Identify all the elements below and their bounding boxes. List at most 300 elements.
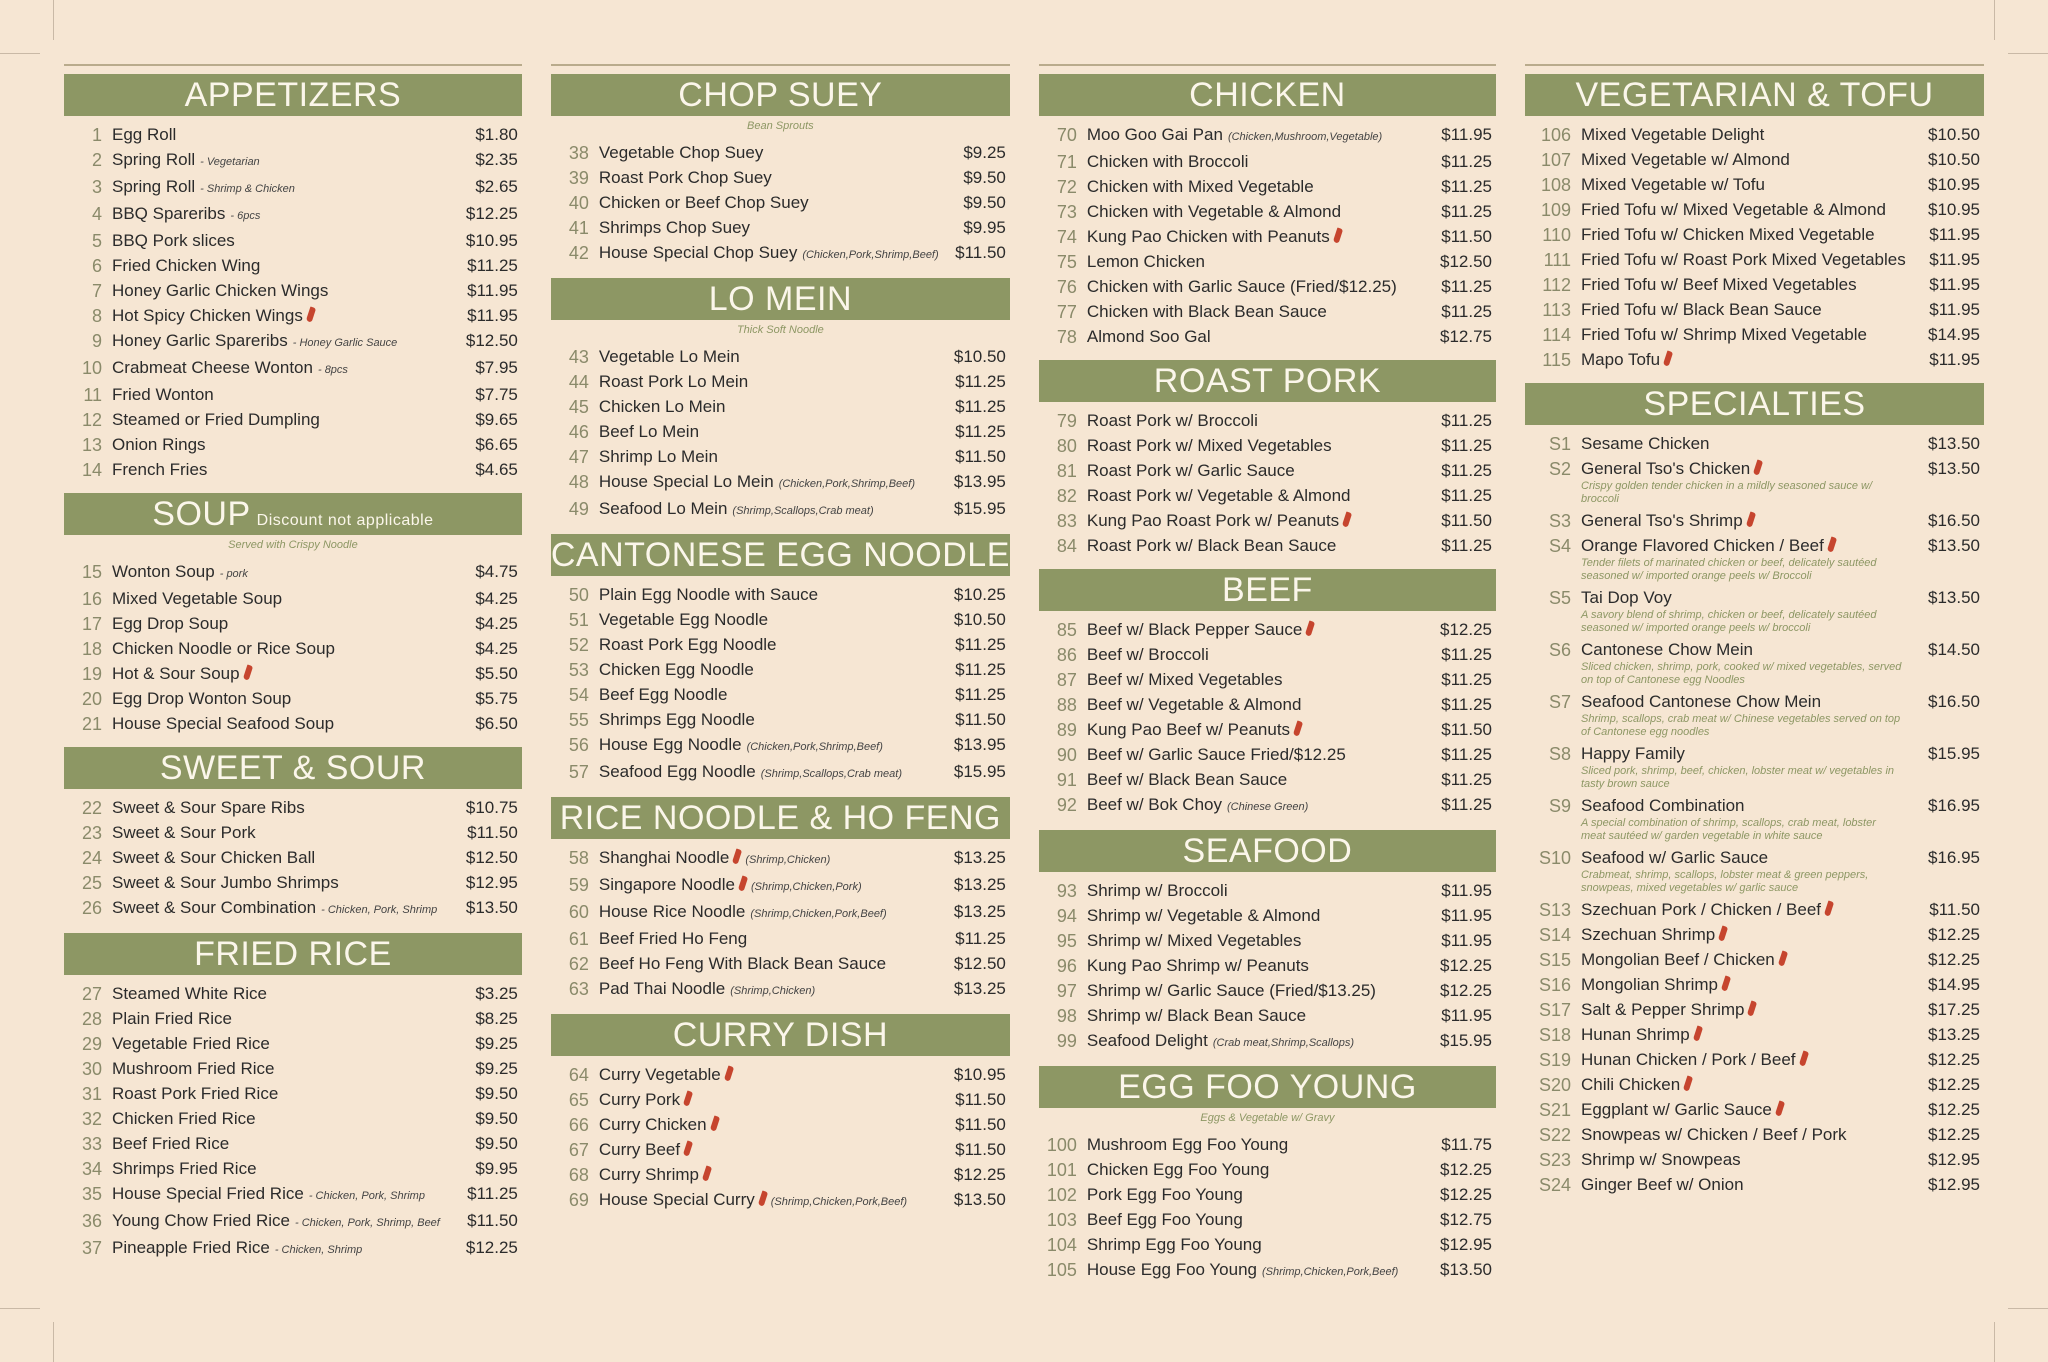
- menu-item: [555, 165, 1006, 190]
- item-name: Curry Shrimp: [598, 1165, 699, 1184]
- item-list: [551, 839, 1010, 1003]
- item-name-line: [599, 1190, 928, 1212]
- item-name: Honey Garlic Chicken Wings: [112, 281, 329, 300]
- item-body: [112, 664, 440, 684]
- item-body: [1087, 670, 1414, 690]
- item-number: 42: [568, 243, 589, 263]
- item-body: [1581, 125, 1902, 145]
- menu-item: [1529, 689, 1980, 741]
- item-name: Roast Pork Lo Mein: [598, 372, 749, 391]
- item-note: - Vegetarian: [200, 156, 260, 168]
- item-body: [1087, 202, 1414, 222]
- item-body: [112, 614, 440, 634]
- item-name-line: [1087, 695, 1414, 715]
- item-number: 34: [81, 1159, 102, 1179]
- item-name-line: [599, 685, 928, 705]
- menu-item: [1529, 533, 1980, 585]
- menu-item: [555, 444, 1006, 469]
- item-price: $7.75: [475, 385, 518, 404]
- menu-item: [1529, 1097, 1980, 1122]
- menu-item: [1043, 249, 1492, 274]
- item-body: [1581, 200, 1902, 220]
- item-name: Fried Tofu w/ Roast Pork Mixed Vegetables: [1581, 250, 1906, 269]
- item-price: $11.25: [1441, 745, 1492, 764]
- item-price: $10.50: [1928, 150, 1980, 169]
- item-name-line: [599, 1115, 928, 1135]
- menu-item: [1529, 1022, 1980, 1047]
- item-name: Fried Chicken Wing: [112, 256, 261, 275]
- item-body: [1087, 1210, 1414, 1230]
- item-note: (Shrimp,Chicken,Pork): [750, 881, 862, 893]
- item-price: $16.50: [1928, 692, 1980, 711]
- item-price: $13.50: [1928, 434, 1980, 453]
- item-number: 113: [1542, 300, 1571, 320]
- item-price: $16.50: [1928, 511, 1980, 530]
- item-price: $11.50: [1441, 511, 1492, 530]
- menu-item: [1043, 978, 1492, 1003]
- section-header: [551, 534, 1010, 576]
- item-description: Crabmeat, shrimp, scallops, lobster meat & green peppers, snowpeas, mixed vegetables w/ garlic sauce: [1581, 869, 1869, 894]
- menu-item: [555, 140, 1006, 165]
- chili-pepper-icon: [702, 1165, 712, 1181]
- item-name: Chili Chicken: [1581, 1075, 1681, 1094]
- item-body: [112, 460, 440, 480]
- item-name-line: [1581, 511, 1902, 531]
- item-body: [599, 875, 928, 897]
- item-body: [599, 685, 928, 705]
- item-name-line: [112, 460, 440, 480]
- item-name: Singapore Noodle: [598, 875, 735, 894]
- chili-pepper-icon: [683, 1090, 693, 1106]
- item-name-line: [1581, 950, 1902, 970]
- item-number: 24: [81, 848, 102, 868]
- chili-pepper-icon: [1798, 1050, 1808, 1066]
- item-name: House Special Seafood Soup: [112, 714, 335, 733]
- item-body: [1087, 152, 1414, 172]
- item-body: [1087, 720, 1414, 740]
- item-name: Steamed White Rice: [112, 984, 267, 1003]
- menu-item: [68, 1006, 518, 1031]
- section-header: [551, 797, 1010, 839]
- item-name-line: [112, 898, 440, 920]
- item-name-line: [599, 218, 928, 238]
- item-name: Chicken with Broccoli: [1086, 152, 1249, 171]
- item-name: Seafood Delight: [1086, 1031, 1208, 1050]
- item-body: [599, 1140, 928, 1160]
- chili-pepper-icon: [1305, 620, 1315, 636]
- menu-item: [1043, 692, 1492, 717]
- item-body: [112, 823, 440, 843]
- chili-pepper-icon: [1746, 511, 1756, 527]
- section-header: [1039, 830, 1496, 872]
- item-name: House Special Lo Mein: [598, 472, 774, 491]
- item-number: 32: [81, 1109, 102, 1129]
- menu-item: [1043, 742, 1492, 767]
- item-number: 74: [1056, 227, 1077, 247]
- item-body: [599, 193, 928, 213]
- item-name-line: [1087, 670, 1414, 690]
- item-number: 13: [81, 435, 102, 455]
- menu-item: [1043, 199, 1492, 224]
- item-body: [1087, 695, 1414, 715]
- item-body: [599, 610, 928, 630]
- item-price: $13.25: [953, 979, 1006, 998]
- item-price: $11.95: [1929, 275, 1980, 294]
- item-name: Vegetable Egg Noodle: [598, 610, 769, 629]
- item-price: $13.95: [953, 735, 1006, 754]
- item-name-line: [1581, 300, 1902, 320]
- item-price: $11.50: [955, 447, 1006, 466]
- menu-item: [68, 355, 518, 382]
- item-name: House Egg Noodle: [598, 735, 742, 754]
- item-name-line: [1087, 152, 1414, 172]
- menu-item: [68, 795, 518, 820]
- item-body: [599, 447, 928, 467]
- chili-pepper-icon: [1293, 720, 1303, 736]
- crop-mark: [1994, 1322, 1995, 1362]
- item-name-line: [1087, 720, 1414, 740]
- menu-item: [1529, 947, 1980, 972]
- item-name: Beef Lo Mein: [598, 422, 700, 441]
- menu-item: [1529, 1072, 1980, 1097]
- item-body: [112, 1211, 440, 1233]
- item-name-line: [112, 1059, 440, 1079]
- item-body: [1581, 434, 1902, 454]
- menu-item: [68, 303, 518, 328]
- item-list: [1525, 116, 1984, 372]
- item-number: S16: [1538, 975, 1571, 995]
- item-name-line: [599, 979, 928, 1001]
- menu-item: [68, 686, 518, 711]
- item-body: [599, 1115, 928, 1135]
- menu-item: [555, 1162, 1006, 1187]
- item-number: 38: [568, 143, 589, 163]
- item-price: $9.65: [475, 410, 518, 429]
- item-price: $11.50: [955, 1115, 1006, 1134]
- item-name: Curry Chicken: [598, 1115, 707, 1134]
- item-number: 86: [1056, 645, 1077, 665]
- item-name: Roast Pork Egg Noodle: [598, 635, 777, 654]
- section-header: [1039, 74, 1496, 116]
- item-list: [1039, 402, 1496, 558]
- item-price: $10.50: [953, 347, 1006, 366]
- section-cantonese-egg-noodle: [551, 534, 1010, 786]
- item-name-line: [1581, 225, 1902, 245]
- item-body: [1087, 745, 1414, 765]
- item-price: $11.50: [955, 1090, 1006, 1109]
- item-body: [599, 954, 928, 974]
- section-beef: [1039, 569, 1496, 819]
- item-name-line: [599, 143, 928, 163]
- item-name: Mixed Vegetable Delight: [1581, 125, 1765, 144]
- item-name-line: [599, 1165, 928, 1185]
- item-number: 111: [1543, 250, 1571, 270]
- item-number: 61: [568, 929, 589, 949]
- item-price: $5.50: [475, 664, 518, 683]
- item-name-line: [112, 256, 440, 276]
- item-name-line: [1581, 1075, 1902, 1095]
- item-body: [112, 873, 440, 893]
- item-name: Shrimps Chop Suey: [598, 218, 751, 237]
- section-title: SPECIALTIES: [1643, 385, 1866, 423]
- item-name: Crabmeat Cheese Wonton: [112, 358, 313, 377]
- item-name-line: [1087, 795, 1414, 817]
- item-name-line: [599, 875, 928, 897]
- item-name: Shrimp w/ Vegetable & Almond: [1086, 906, 1321, 925]
- menu-item: [1043, 878, 1492, 903]
- item-number: 106: [1540, 125, 1571, 145]
- item-name: General Tso's Shrimp: [1581, 511, 1743, 530]
- item-name: Hot & Sour Soup: [112, 664, 240, 683]
- item-name: Beef w/ Bok Choy: [1086, 795, 1222, 814]
- chili-pepper-icon: [1824, 900, 1834, 916]
- menu-item: [1529, 1172, 1980, 1197]
- item-number: 77: [1056, 302, 1077, 322]
- item-number: 2: [91, 150, 102, 170]
- item-name-line: [1087, 202, 1414, 222]
- item-name-line: [1087, 327, 1414, 347]
- menu-item: [1529, 322, 1980, 347]
- menu-item: [1529, 1147, 1980, 1172]
- menu-item: [555, 1062, 1006, 1087]
- item-price: $16.95: [1928, 848, 1980, 867]
- item-description: Shrimp, scallops, crab meat w/ Chinese vegetables served on top of Cantonese egg noodles: [1581, 713, 1901, 738]
- section-fried-rice: [64, 933, 522, 1262]
- item-name-line: [1087, 1160, 1414, 1180]
- item-price: $9.50: [963, 168, 1006, 187]
- item-body: [599, 397, 928, 417]
- item-price: $8.25: [475, 1009, 518, 1028]
- menu-item: [555, 1187, 1006, 1214]
- item-number: 10: [81, 358, 102, 378]
- item-body: [1581, 275, 1902, 295]
- menu-item: [68, 457, 518, 482]
- menu-item: [68, 1056, 518, 1081]
- item-name: Tai Dop Voy: [1581, 588, 1672, 607]
- item-number: 112: [1542, 275, 1571, 295]
- section-title: FRIED RICE: [194, 935, 392, 973]
- item-price: $11.75: [1441, 1135, 1492, 1154]
- item-number: 79: [1056, 411, 1077, 431]
- menu-item: [68, 253, 518, 278]
- item-name-line: [1087, 461, 1414, 481]
- item-name: Shrimps Egg Noodle: [598, 710, 755, 729]
- item-number: 71: [1056, 152, 1077, 172]
- item-body: [1087, 436, 1414, 456]
- item-price: $11.25: [1441, 152, 1492, 171]
- item-number: 20: [81, 689, 102, 709]
- item-price: $11.50: [955, 243, 1006, 262]
- item-name-line: [1087, 745, 1414, 765]
- item-name-line: [112, 385, 440, 405]
- item-price: $2.65: [475, 177, 518, 196]
- item-price: $9.95: [963, 218, 1006, 237]
- item-name-line: [599, 585, 928, 605]
- item-name: House Special Chop Suey: [598, 243, 798, 262]
- item-name-line: [599, 660, 928, 680]
- item-body: [112, 231, 440, 251]
- item-body: [112, 385, 440, 405]
- item-price: $17.25: [1928, 1000, 1980, 1019]
- menu-column-3: [1039, 64, 1496, 1314]
- item-name: Chicken with Garlic Sauce (Fried/$12.25): [1086, 277, 1397, 296]
- menu-columns: [64, 64, 1984, 1314]
- menu-item: [1043, 928, 1492, 953]
- item-price: $13.50: [953, 1190, 1006, 1209]
- item-number: 88: [1056, 695, 1077, 715]
- item-body: [1581, 796, 1902, 843]
- item-name-line: [1087, 177, 1414, 197]
- item-number: 64: [568, 1065, 589, 1085]
- item-name-line: [1087, 1210, 1414, 1230]
- menu-item: [1043, 224, 1492, 249]
- section-header: [551, 74, 1010, 116]
- item-number: 7: [91, 281, 102, 301]
- item-name-line: [112, 150, 440, 172]
- menu-item: [1043, 792, 1492, 819]
- menu-item: [1043, 767, 1492, 792]
- item-name-line: [112, 873, 440, 893]
- item-body: [112, 589, 440, 609]
- item-name: French Fries: [112, 460, 208, 479]
- section-title: EGG FOO YOUNG: [1118, 1068, 1417, 1106]
- menu-item: [68, 845, 518, 870]
- item-number: 96: [1056, 956, 1077, 976]
- item-number: 33: [81, 1134, 102, 1154]
- item-number: 75: [1056, 252, 1077, 272]
- item-price: $13.25: [1928, 1025, 1980, 1044]
- item-body: [599, 143, 928, 163]
- item-number: 94: [1056, 906, 1077, 926]
- item-price: $10.50: [1928, 125, 1980, 144]
- item-price: $12.95: [1440, 1235, 1492, 1254]
- item-name-line: [599, 372, 928, 392]
- item-number: 17: [81, 614, 102, 634]
- item-body: [112, 150, 440, 172]
- item-name: Almond Soo Gal: [1086, 327, 1211, 346]
- item-body: [112, 256, 440, 276]
- item-name-line: [1581, 275, 1902, 295]
- item-body: [112, 898, 440, 920]
- menu-item: [68, 895, 518, 922]
- item-number: S6: [1548, 640, 1571, 660]
- item-name-line: [599, 610, 928, 630]
- item-name-line: [112, 1159, 440, 1179]
- item-body: [1087, 1031, 1414, 1053]
- menu-item: [68, 559, 518, 586]
- item-number: 78: [1056, 327, 1077, 347]
- item-name: Kung Pao Shrimp w/ Peanuts: [1086, 956, 1309, 975]
- menu-item: [1529, 897, 1980, 922]
- item-name: Hunan Shrimp: [1581, 1025, 1690, 1044]
- item-price: $12.95: [465, 873, 518, 892]
- item-list: [551, 576, 1010, 786]
- item-number: 57: [568, 762, 589, 782]
- item-name: Seafood Cantonese Chow Mein: [1581, 692, 1822, 711]
- item-price: $11.95: [1929, 250, 1980, 269]
- menu-item: [68, 636, 518, 661]
- item-name-line: [112, 306, 440, 326]
- item-body: [112, 410, 440, 430]
- item-number: 60: [568, 902, 589, 922]
- item-note: (Chicken,Pork,Shrimp,Beef): [778, 478, 916, 490]
- item-number: 15: [81, 562, 102, 582]
- item-number: 104: [1046, 1235, 1077, 1255]
- item-body: [1087, 227, 1414, 247]
- item-price: $4.65: [475, 460, 518, 479]
- item-number: 9: [91, 331, 102, 351]
- item-name: Beef w/ Vegetable & Almond: [1086, 695, 1302, 714]
- menu-item: [1043, 1132, 1492, 1157]
- item-body: [599, 762, 928, 784]
- item-number: 105: [1046, 1260, 1077, 1280]
- item-note: (Shrimp,Scallops,Crab meat): [760, 768, 902, 780]
- item-name-line: [1581, 848, 1902, 868]
- item-name: Pork Egg Foo Young: [1086, 1185, 1243, 1204]
- item-name: Kung Pao Chicken with Peanuts: [1086, 227, 1330, 246]
- item-price: $11.25: [955, 685, 1006, 704]
- item-name-line: [599, 168, 928, 188]
- item-number: 27: [81, 984, 102, 1004]
- section-appetizers: [64, 74, 522, 482]
- section-title: SOUP: [152, 495, 251, 533]
- item-name: Roast Pork w/ Mixed Vegetables: [1086, 436, 1332, 455]
- section-sweet-and-sour: [64, 747, 522, 922]
- item-number: 115: [1542, 350, 1571, 370]
- item-number: 93: [1056, 881, 1077, 901]
- item-name: Szechuan Pork / Chicken / Beef: [1581, 900, 1822, 919]
- item-price: $9.50: [475, 1109, 518, 1128]
- item-name: Hot Spicy Chicken Wings: [112, 306, 303, 325]
- item-number: 40: [568, 193, 589, 213]
- item-body: [112, 306, 440, 326]
- section-title-note: Discount not applicable: [256, 512, 434, 529]
- item-price: $11.95: [467, 306, 518, 325]
- item-number: 23: [81, 823, 102, 843]
- item-body: [1581, 640, 1902, 687]
- item-number: 30: [81, 1059, 102, 1079]
- chili-pepper-icon: [1778, 950, 1788, 966]
- chili-pepper-icon: [1721, 975, 1731, 991]
- item-name: Seafood Egg Noodle: [598, 762, 756, 781]
- item-number: 50: [568, 585, 589, 605]
- item-name: Seafood Combination: [1581, 796, 1745, 815]
- item-price: $15.95: [953, 499, 1006, 518]
- item-price: $11.25: [1441, 302, 1492, 321]
- chili-pepper-icon: [758, 1190, 768, 1206]
- item-name: Mongolian Beef / Chicken: [1581, 950, 1775, 969]
- item-description: A savory blend of shrimp, chicken or beef, delicately sautéed seasoned w/ imported orange peels w/ broccoli: [1581, 609, 1877, 634]
- item-name-line: [599, 347, 928, 367]
- item-name-line: [599, 902, 928, 924]
- menu-item: [1043, 1207, 1492, 1232]
- item-price: $12.50: [1440, 252, 1492, 271]
- item-price: $7.95: [475, 358, 518, 377]
- item-name-line: [599, 762, 928, 784]
- section-header: [64, 747, 522, 789]
- item-name-line: [1581, 200, 1902, 220]
- section-header: [551, 1014, 1010, 1056]
- item-name: Beef Fried Ho Feng: [598, 929, 748, 948]
- menu-item: [68, 147, 518, 174]
- item-name: Curry Beef: [598, 1140, 681, 1159]
- item-price: $4.75: [475, 562, 518, 581]
- item-number: S22: [1538, 1125, 1571, 1145]
- item-number: 68: [568, 1165, 589, 1185]
- item-body: [112, 1009, 440, 1029]
- item-body: [1087, 795, 1414, 817]
- item-body: [112, 358, 440, 380]
